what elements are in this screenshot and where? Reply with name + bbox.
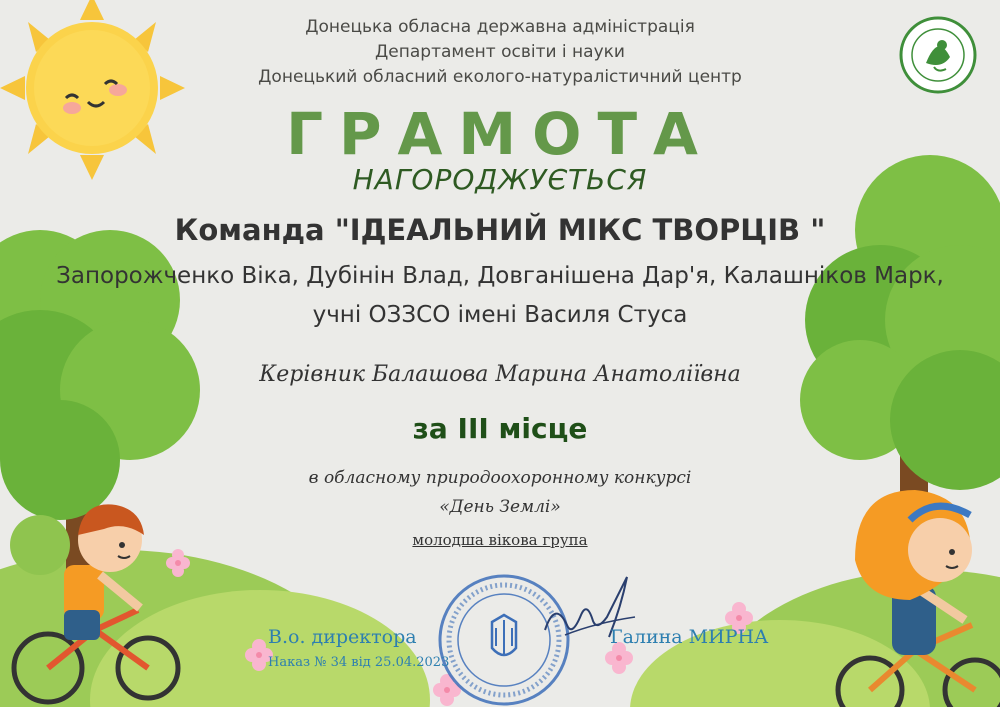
- team-name: Команда "ІДЕАЛЬНИЙ МІКС ТВОРЦІВ ": [174, 213, 826, 247]
- director-name: Галина МИРНА: [610, 626, 769, 648]
- contest-name: «День Землі»: [439, 497, 561, 517]
- school-name: учні ОЗЗСО імені Василя Стуса: [312, 302, 688, 328]
- order-reference: Наказ № 34 від 25.04.2023: [268, 655, 450, 670]
- certificate-title: ГРАМОТА: [286, 100, 714, 168]
- director-title: В.о. директора: [268, 626, 417, 648]
- org-line-1: Донецька обласна державна адміністрація: [305, 17, 695, 37]
- awarded-label: НАГОРОДЖУЄТЬСЯ: [352, 163, 648, 196]
- org-line-2: Департамент освіти і науки: [375, 42, 625, 62]
- org-line-3: Донецький обласний еколого-натуралістичний центр: [258, 67, 742, 87]
- team-members: Запорожченко Віка, Дубінін Влад, Довганішена Дар'я, Калашніков Марк,: [56, 263, 944, 289]
- contest-description: в обласному природоохоронному конкурсі: [308, 468, 692, 488]
- age-group: [0, 531, 1000, 549]
- award-place: за ІІІ місце: [412, 412, 588, 445]
- age-group-label: молодша вікова група: [412, 531, 588, 549]
- leader-name: Керівник Балашова Марина Анатоліївна: [259, 362, 741, 387]
